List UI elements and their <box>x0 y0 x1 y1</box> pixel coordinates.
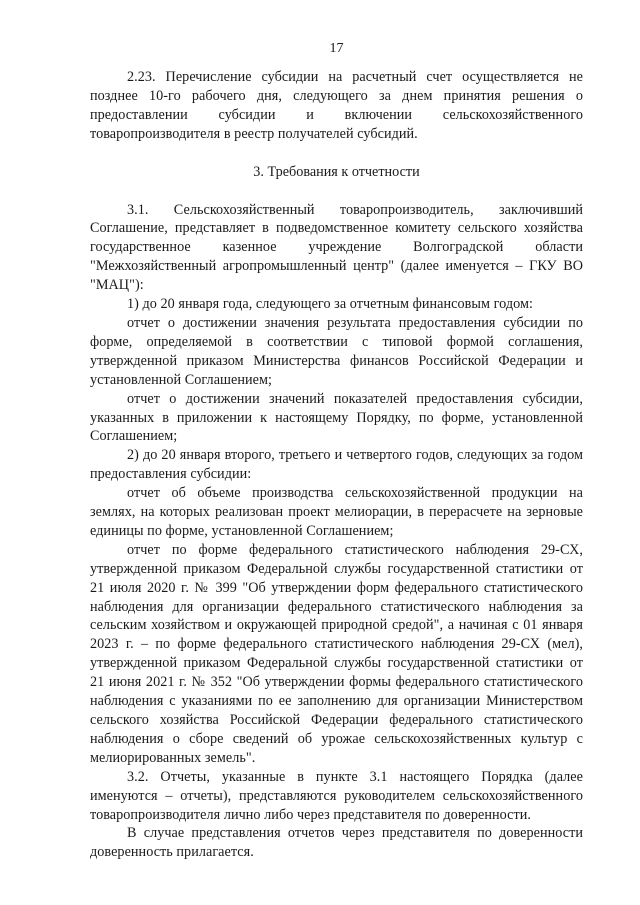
paragraph-item-2: 2) до 20 января второго, третьего и четвертого годов, следующих за годом предоставления субсидии: <box>90 447 583 483</box>
paragraph-3-1: 3.1. Сельскохозяйственный товаропроизводитель, заключивший Соглашение, представляет в подведомственное комитету сельского хозяйства государственное казенное учреждение Волгоградской области "Межхозяйственный агропромышленный центр" (далее именуется – ГКУ ВО "МАЦ"): <box>90 201 583 294</box>
page-number: 17 <box>329 41 344 56</box>
paragraph-item-1: 1) до 20 января года, следующего за отчетным финансовым годом: <box>127 296 533 313</box>
paragraph-item-1-b: отчет о достижении значений показателей предоставления субсидии, указанных в приложении к настоящему Порядку, по форме, установленной Соглашением; <box>90 390 583 445</box>
section-title: 3. Требования к отчетности <box>253 163 420 180</box>
paragraph-item-2-b: отчет по форме федерального статистического наблюдения 29-СХ, утвержденной приказом Федеральной службы государственной статистики от 21 июля 2020 г. № 399 "Об утверждении форм федерального статистического наблюдения для организации федерального статистического наблюдения за сельским хозяйством и окружающей природной средой", а начиная с 01 января 2023 г. – по форме федерального статистического наблюдения 29-СХ (мел), утвержденной приказом Федеральной службы государственной статистики от 21 июня 2021 г. № 352 "Об утверждении формы федерального статистического наблюдения с указаниями по ее заполнению для организации Министерством сельского хозяйства Российской Федерации федерального статистического наблюдения о сборе сведений об урожае сельскохозяйственных культур с мелиорированных земель". <box>90 541 583 766</box>
paragraph-last: В случае представления отчетов через представителя по доверенности доверенность прилагается. <box>90 825 583 861</box>
paragraph-3-2: 3.2. Отчеты, указанные в пункте 3.1 настоящего Порядка (далее именуются – отчеты), представляются руководителем сельскохозяйственного товаропроизводителя лично либо через представителя по доверенности. <box>90 768 583 823</box>
paragraph-item-2-a: отчет об объеме производства сельскохозяйственной продукции на землях, на которых реализован проект мелиорации, в перерасчете на зерновые единицы по форме, установленной Соглашением; <box>90 485 583 539</box>
paragraph-2-23: 2.23. Перечисление субсидии на расчетный счет осуществляется не позднее 10-го рабочего дня, следующего за днем принятия решения о предоставлении субсидии и включении сельскохозяйственного товаропроизводителя в реестр получателей субсидий. <box>90 69 583 142</box>
paragraph-item-1-a: отчет о достижении значения результата предоставления субсидии по форме, определяемой в соответствии с типовой формой соглашения, утвержденной приказом Министерства финансов Российской Федерации и установленной Соглашением; <box>90 314 583 388</box>
